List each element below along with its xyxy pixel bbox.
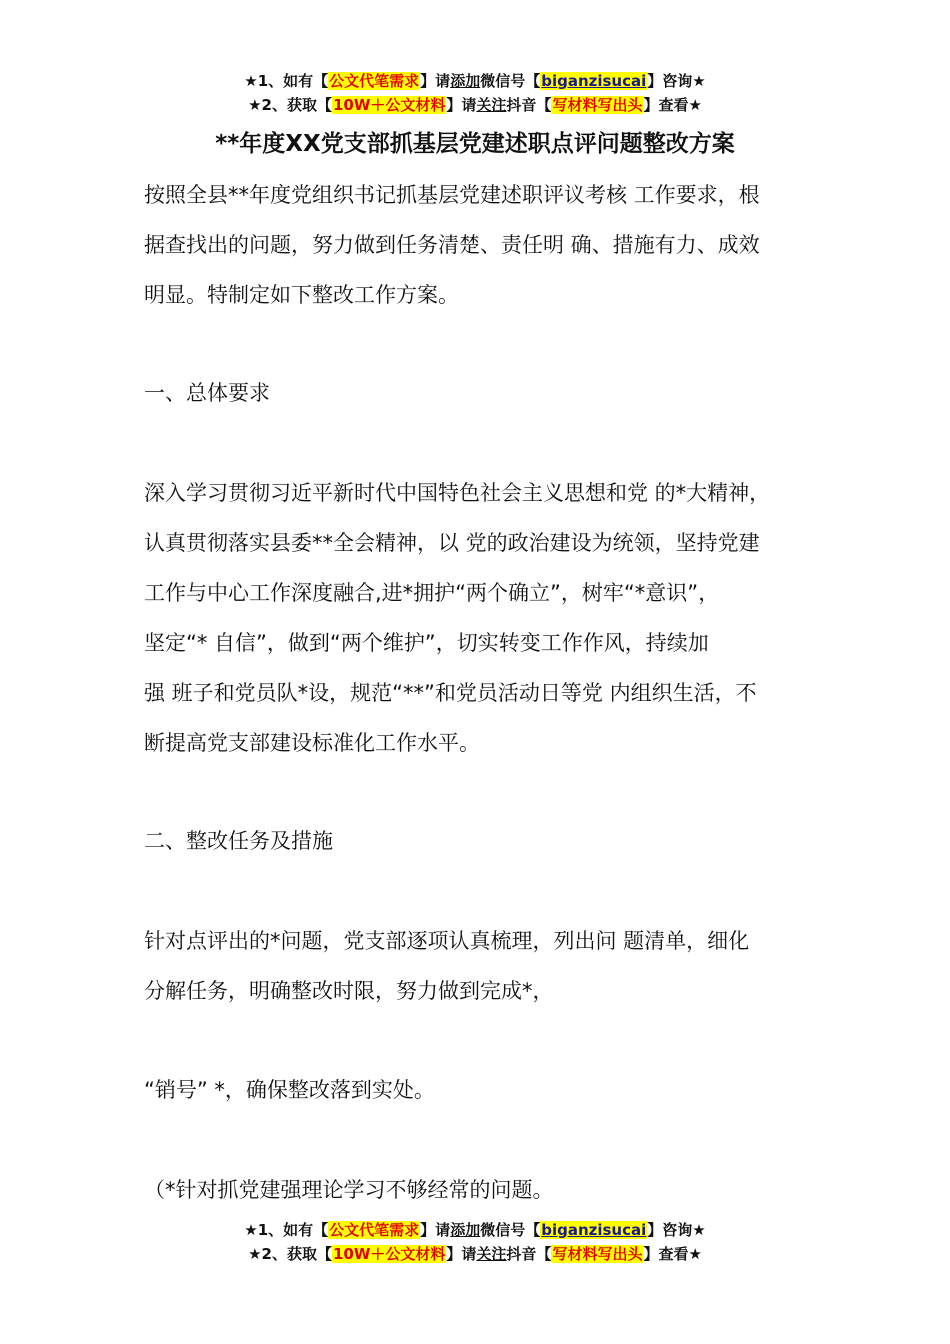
star-icon: ★	[248, 96, 262, 114]
highlight-materials: 10W＋公文材料	[332, 1245, 446, 1263]
section-2-continuation: “销号” *，确保整改落到实处。	[144, 1078, 435, 1102]
highlight-service: 公文代笔需求	[329, 1221, 420, 1239]
intro-paragraph: 按照全县**年度党组织书记抓基层党建述职评议考核 工作要求，根 据查找出的问题，努力做到任务清楚、责任明 确、措施有力、成效 明显。特制定如下整改工作方案。	[144, 183, 760, 307]
wechat-id-link[interactable]: biganzisucai	[541, 1221, 647, 1239]
document-title: **年度XX党支部抓基层党建述职点评问题整改方案	[215, 131, 735, 157]
star-icon: ★	[244, 1221, 258, 1239]
promo-line-2-bottom: ★2、获取【10W＋公文材料】请关注抖音【写材料写出头】查看★	[248, 1245, 702, 1263]
promo-line-1-bottom: ★1、如有【公文代笔需求】请添加微信号【biganzisucai】咨询★	[244, 1221, 706, 1239]
promo-line-1-top: ★1、如有【公文代笔需求】请添加微信号【biganzisucai】咨询★	[244, 72, 706, 90]
section-2-heading: 二、整改任务及措施	[144, 829, 333, 853]
star-icon: ★	[248, 1245, 262, 1263]
section-1-body: 深入学习贯彻习近平新时代中国特色社会主义思想和党 的*大精神， 认真贯彻落实县委**全会精神，以 党的政治建设为统领，坚持党建 工作与中心工作深度融合,进*拥护“两个确立”，树牢“*意识”， 坚定“* 自信”，做到“两个维护”，切实转变工作作风，持续加 强 班子和党员队*设，规范“**”和党员活动日等党 内组织生活，不 断提高党支部建设标准化工作水平。	[144, 481, 771, 755]
highlight-materials: 10W＋公文材料	[332, 96, 446, 114]
highlight-service: 公文代笔需求	[329, 72, 420, 90]
douyin-account: 写材料写出头	[552, 1245, 643, 1263]
section-2-body: 针对点评出的*问题，党支部逐项认真梳理，列出问 题清单，细化 分解任务，明确整改时限，努力做到完成*，	[144, 929, 750, 1003]
item-1: （*针对抓党建强理论学习不够经常的问题。	[144, 1178, 554, 1202]
star-icon: ★	[244, 72, 258, 90]
wechat-id-link[interactable]: biganzisucai	[541, 72, 647, 90]
douyin-account: 写材料写出头	[552, 96, 643, 114]
section-1-heading: 一、总体要求	[144, 381, 270, 405]
promo-line-2-top: ★2、获取【10W＋公文材料】请关注抖音【写材料写出头】查看★	[248, 96, 702, 114]
